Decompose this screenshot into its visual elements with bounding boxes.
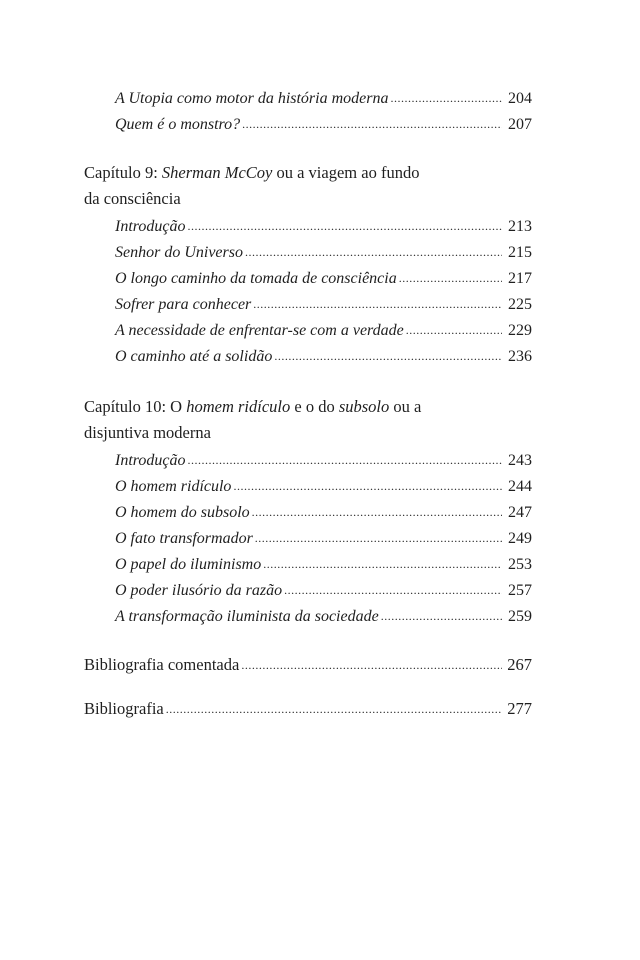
toc-entry-page: 217 xyxy=(508,270,532,287)
toc-entry-title: A Utopia como motor da história moderna xyxy=(115,90,389,107)
toc-entry[interactable] xyxy=(84,552,532,578)
toc-entry-title: O papel do iluminismo xyxy=(115,556,262,573)
toc-entry-title: O caminho até a solidão xyxy=(115,348,273,365)
toc-entry-title: O homem ridículo xyxy=(115,478,232,495)
toc-entry-title: O poder ilusório da razão xyxy=(115,582,283,599)
dot-leader xyxy=(252,499,502,525)
dot-leader xyxy=(381,603,502,629)
toc-entry[interactable] xyxy=(84,112,532,138)
dot-leader xyxy=(255,525,502,551)
chapter-heading-rest: e o do xyxy=(290,397,339,416)
dot-leader xyxy=(263,551,502,577)
toc-entry-bibliografia-comentada[interactable] xyxy=(84,652,532,678)
toc-entry-title: Sofrer para conhecer xyxy=(115,296,252,313)
toc-entry[interactable] xyxy=(84,474,532,500)
chapter-heading-emphasis: subsolo xyxy=(338,397,390,416)
toc-entry[interactable] xyxy=(84,448,532,474)
chapter-heading-rest: ou a viagem ao fundo xyxy=(272,163,420,182)
table-of-contents xyxy=(84,86,532,722)
toc-entry-page: 253 xyxy=(508,556,532,573)
toc-entry-title: O homem do subsolo xyxy=(115,504,250,521)
toc-entry[interactable] xyxy=(84,578,532,604)
toc-entry-title: Quem é o monstro? xyxy=(115,116,241,133)
toc-entry-page: 247 xyxy=(508,504,532,521)
toc-entry-page: 207 xyxy=(508,116,532,133)
chapter-heading[interactable] xyxy=(84,394,532,446)
toc-entry-page: 277 xyxy=(507,699,532,718)
chapter-heading-emphasis: Sherman McCoy xyxy=(161,163,273,182)
toc-entry-title: Introdução xyxy=(115,452,186,469)
toc-entry[interactable] xyxy=(84,240,532,266)
toc-group-continued xyxy=(84,86,532,138)
toc-entry-title: Bibliografia comentada xyxy=(84,655,240,674)
chapter-heading-emphasis: homem ridículo xyxy=(186,397,291,416)
dot-leader xyxy=(390,85,502,111)
dot-leader xyxy=(241,651,502,678)
toc-entry[interactable] xyxy=(84,214,532,240)
chapter-heading-rest: ou a xyxy=(389,397,422,416)
toc-chapter-9 xyxy=(84,160,532,370)
chapter-heading[interactable] xyxy=(84,160,532,212)
toc-chapter-10 xyxy=(84,394,532,630)
chapter-heading-line2: disjuntiva moderna xyxy=(84,423,211,442)
toc-entry[interactable] xyxy=(84,604,532,630)
dot-leader xyxy=(406,317,502,343)
toc-entry-title: O longo caminho da tomada de consciência xyxy=(115,270,397,287)
toc-entry-page: 257 xyxy=(508,582,532,599)
dot-leader xyxy=(245,239,502,265)
toc-entry-title: Introdução xyxy=(115,218,186,235)
toc-entry-title: Bibliografia xyxy=(84,699,164,718)
toc-entry-page: 259 xyxy=(508,608,532,625)
toc-entry-page: 204 xyxy=(508,90,532,107)
chapter-heading-prefix: Capítulo 10: O xyxy=(84,397,187,416)
toc-entry[interactable] xyxy=(84,292,532,318)
chapter-heading-prefix: Capítulo 9: xyxy=(84,163,162,182)
dot-leader xyxy=(242,111,502,137)
dot-leader xyxy=(274,343,502,369)
dot-leader xyxy=(188,213,502,239)
toc-entry-title: O fato transformador xyxy=(115,530,253,547)
toc-entry-title: Senhor do Universo xyxy=(115,244,243,261)
dot-leader xyxy=(253,291,502,317)
toc-entry-page: 249 xyxy=(508,530,532,547)
toc-entry-title: A transformação iluminista da sociedade xyxy=(115,608,379,625)
toc-entry-title: A necessidade de enfrentar-se com a verdade xyxy=(115,322,404,339)
toc-entry-bibliografia[interactable] xyxy=(84,696,532,722)
toc-entry[interactable] xyxy=(84,344,532,370)
toc-entry[interactable] xyxy=(84,526,532,552)
chapter-heading-line2: da consciência xyxy=(84,189,181,208)
toc-entry-page: 225 xyxy=(508,296,532,313)
dot-leader xyxy=(284,577,502,603)
toc-entry-page: 229 xyxy=(508,322,532,339)
toc-entry-page: 215 xyxy=(508,244,532,261)
dot-leader xyxy=(399,265,502,291)
toc-back-matter xyxy=(84,652,532,722)
toc-entry[interactable] xyxy=(84,500,532,526)
toc-entry[interactable] xyxy=(84,266,532,292)
toc-entry-page: 267 xyxy=(507,655,532,674)
toc-entry-page: 244 xyxy=(508,478,532,495)
toc-entry[interactable] xyxy=(84,318,532,344)
toc-entry[interactable] xyxy=(84,86,532,112)
dot-leader xyxy=(188,447,502,473)
dot-leader xyxy=(166,695,502,722)
toc-entry-page: 213 xyxy=(508,218,532,235)
dot-leader xyxy=(233,473,502,499)
toc-entry-page: 243 xyxy=(508,452,532,469)
toc-entry-page: 236 xyxy=(508,348,532,365)
